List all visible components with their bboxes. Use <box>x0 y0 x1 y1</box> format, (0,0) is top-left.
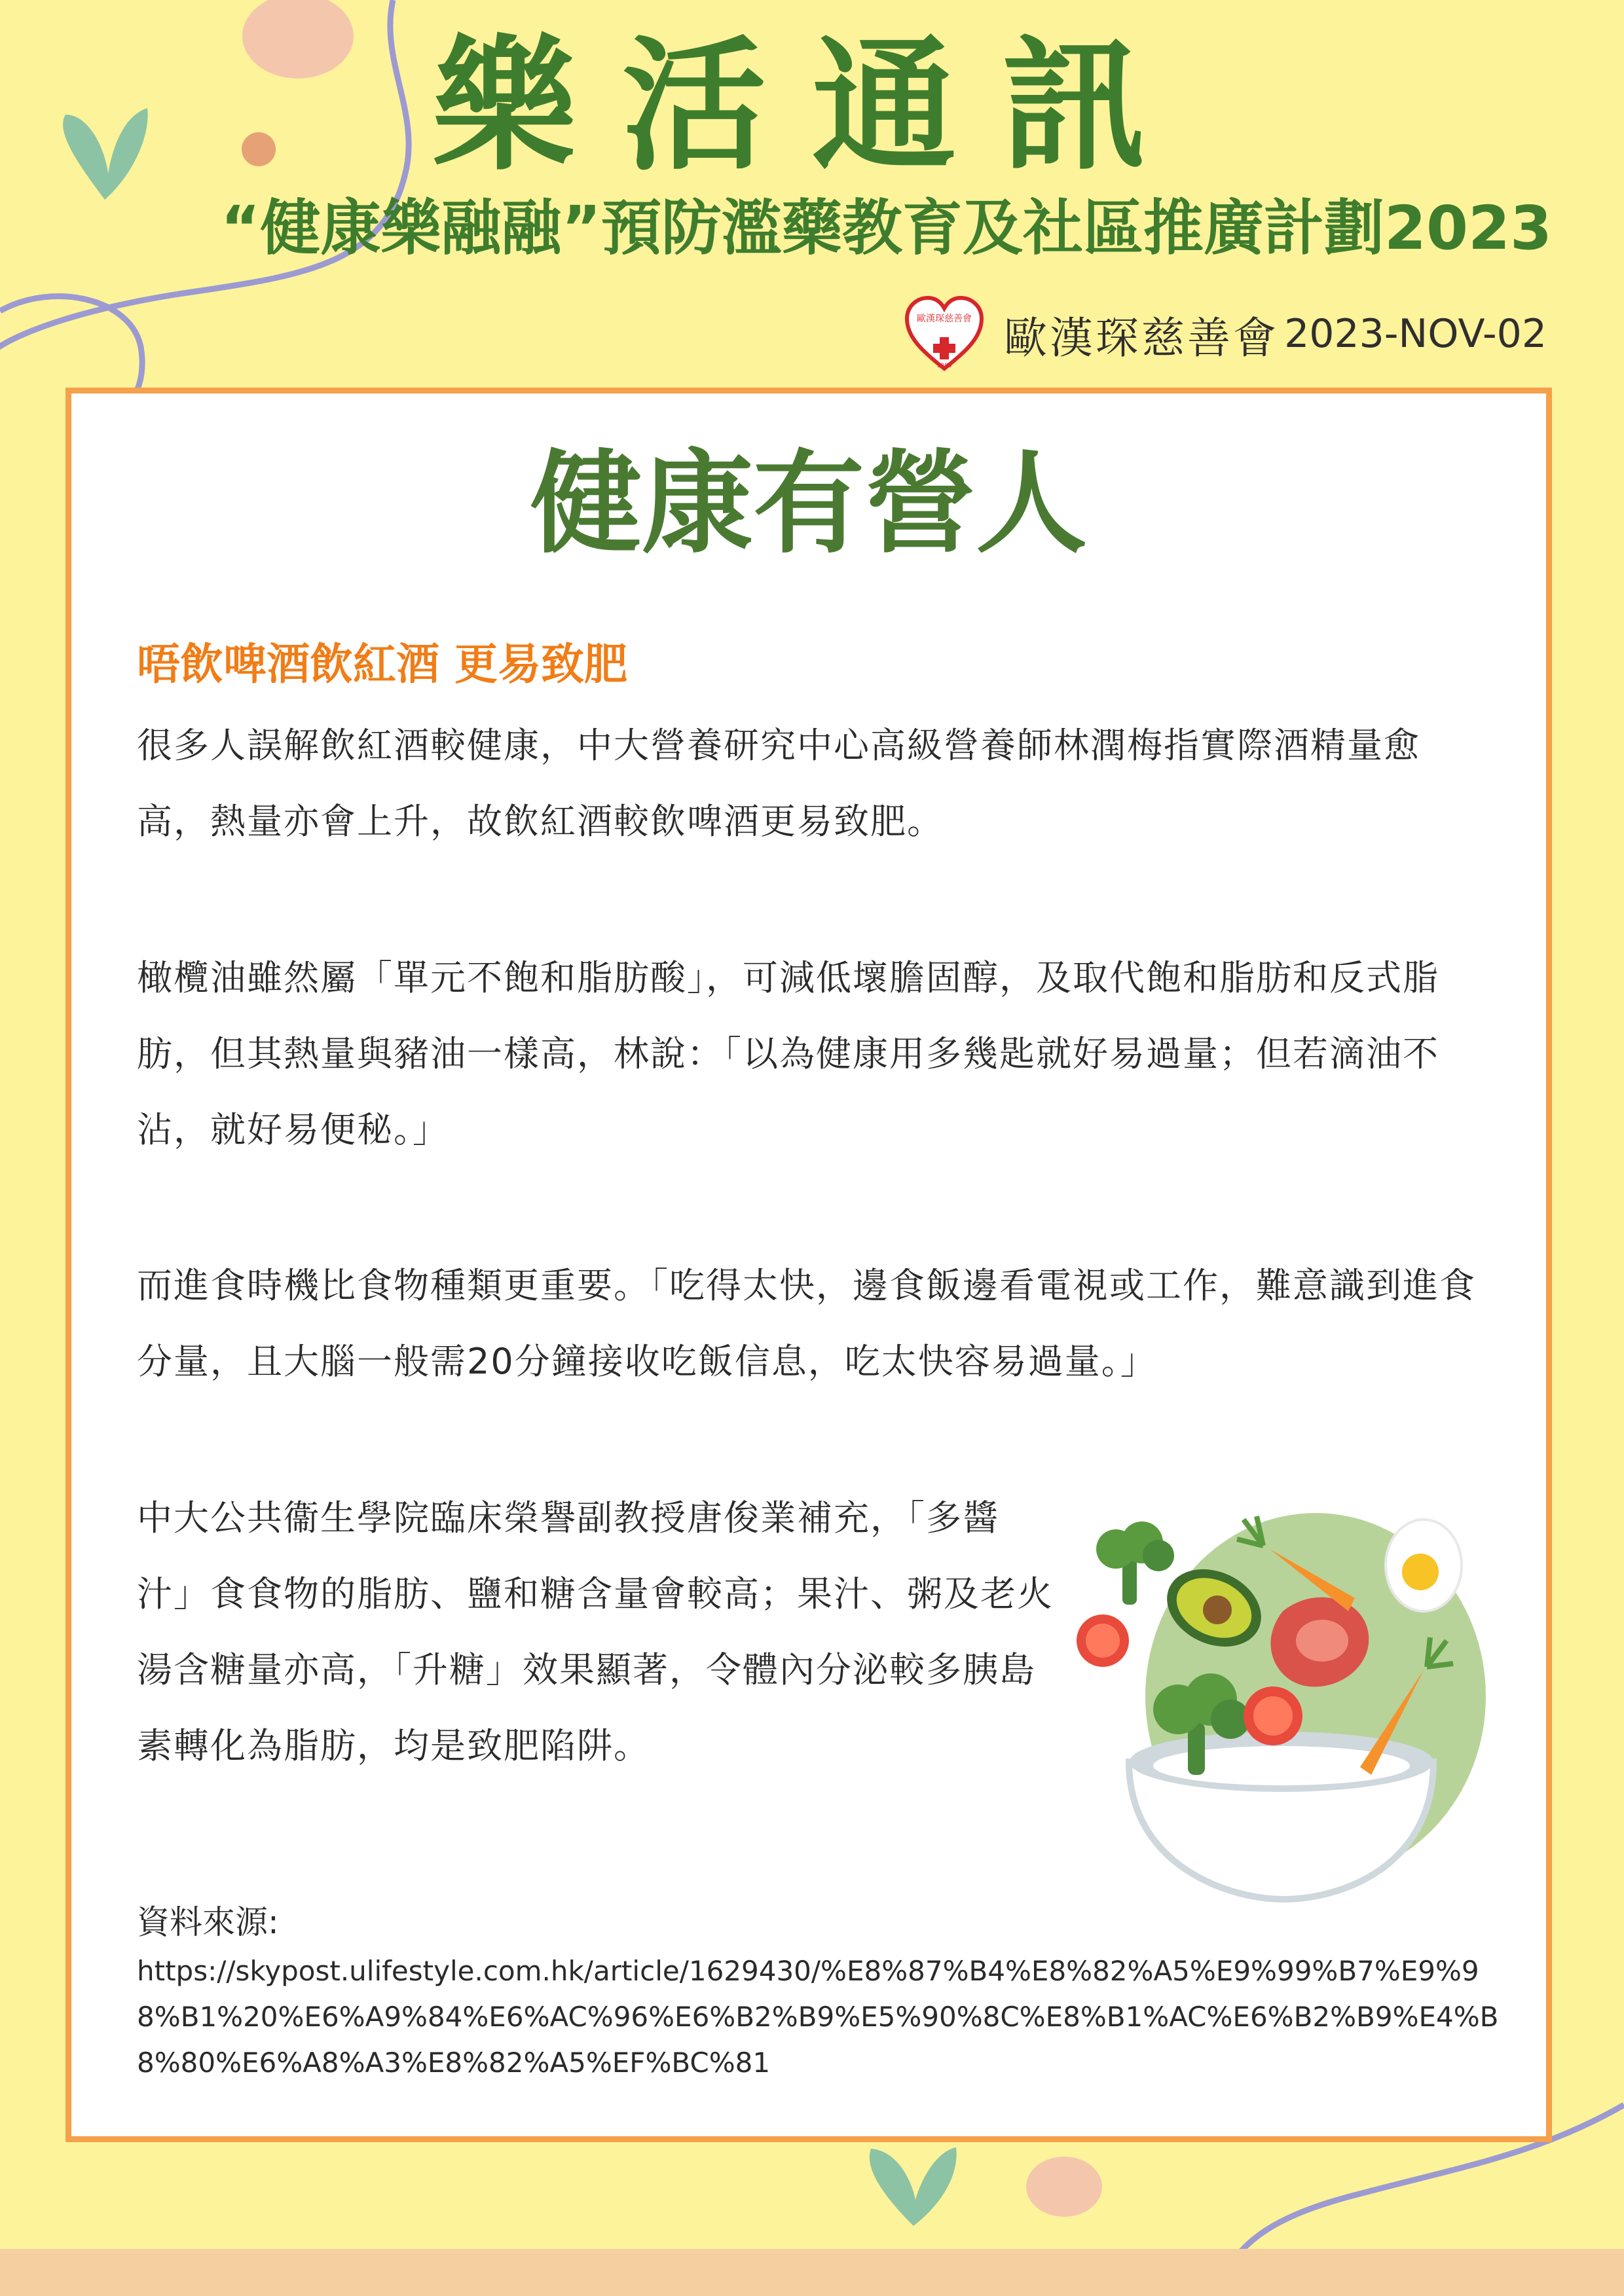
egg-icon <box>1386 1520 1462 1611</box>
logo-year: 1989 <box>936 363 952 369</box>
article-card <box>65 388 1552 2142</box>
newsletter-title: 樂活通訊 <box>432 22 1192 190</box>
paragraph-olive-oil: 橄欖油雖然屬「單元不飽和脂肪酸」，可減低壞膽固醇，及取代飽和脂肪和反式脂肪，但其熱量與豬油一樣高，林說：「以為健康用多幾匙就好易過量；但若滴油不沾，就好易便秘。」 <box>137 957 1439 1150</box>
peach-blob-bottom <box>1026 2157 1102 2217</box>
article-title: 健康有營人 <box>530 439 1087 569</box>
organization-row <box>902 301 1547 367</box>
paragraph-eating-timing: 而進食時機比食物種類更重要。「吃得太快，邊食飯邊看電視或工作，難意識到進食分量，且大腦一般需20分鐘接收吃飯信息，吃太快容易過量。」 <box>137 1265 1476 1382</box>
tomato-slice-icon <box>1077 1614 1129 1667</box>
leaf-sprout-bottom <box>870 2147 957 2226</box>
paragraph-red-wine: 很多人誤解飲紅酒較健康，中大營養研究中心高級營養師林潤梅指實際酒精量愈高，熱量亦會上升，故飲紅酒較飲啤酒更易致肥。 <box>137 725 1420 842</box>
source-url: https://skypost.ulifestyle.com.hk/article/1629430/%E8%87%B4%E8%82%A5%E9%99%B7%E9%98%B1%20%E6%A9%84%E6%AC%96%E6%B2%B9%E5%90%8C%E8%B1%AC%E6%B2%B9%E4%B8%80%E6%A8%A3%E8%82%A5%EF%BC%81 <box>137 1955 1499 2079</box>
salad-bowl-illustration <box>1067 1500 1499 1906</box>
paragraph-sauce-sugar: 中大公共衞生學院臨床榮譽副教授唐俊業補充，「多醬汁」食食物的脂肪、鹽和糖含量會較高；果汁、粥及老火湯含糖量亦高，「升糖」效果顯著，令體內分泌較多胰島素轉化為脂肪，均是致肥陷阱。 <box>137 1497 1054 1766</box>
bottom-band <box>0 2249 1624 2296</box>
broccoli-top-icon <box>1096 1522 1174 1605</box>
source-label: 資料來源: <box>137 1903 279 1941</box>
logo-text: 歐漢琛慈善會 <box>917 314 972 324</box>
tomato-slice-bowl-icon <box>1244 1686 1302 1745</box>
heart-logo-icon <box>902 291 987 376</box>
issue-date: 2023-NOV-02 <box>1284 311 1547 357</box>
section-heading: 唔飲啤酒飲紅酒 更易致肥 <box>137 639 627 689</box>
program-subtitle: “健康樂融融”預防濫藥教育及社區推廣計劃2023 <box>221 193 1552 263</box>
organization-name: 歐漢琛慈善會 <box>1004 312 1280 363</box>
